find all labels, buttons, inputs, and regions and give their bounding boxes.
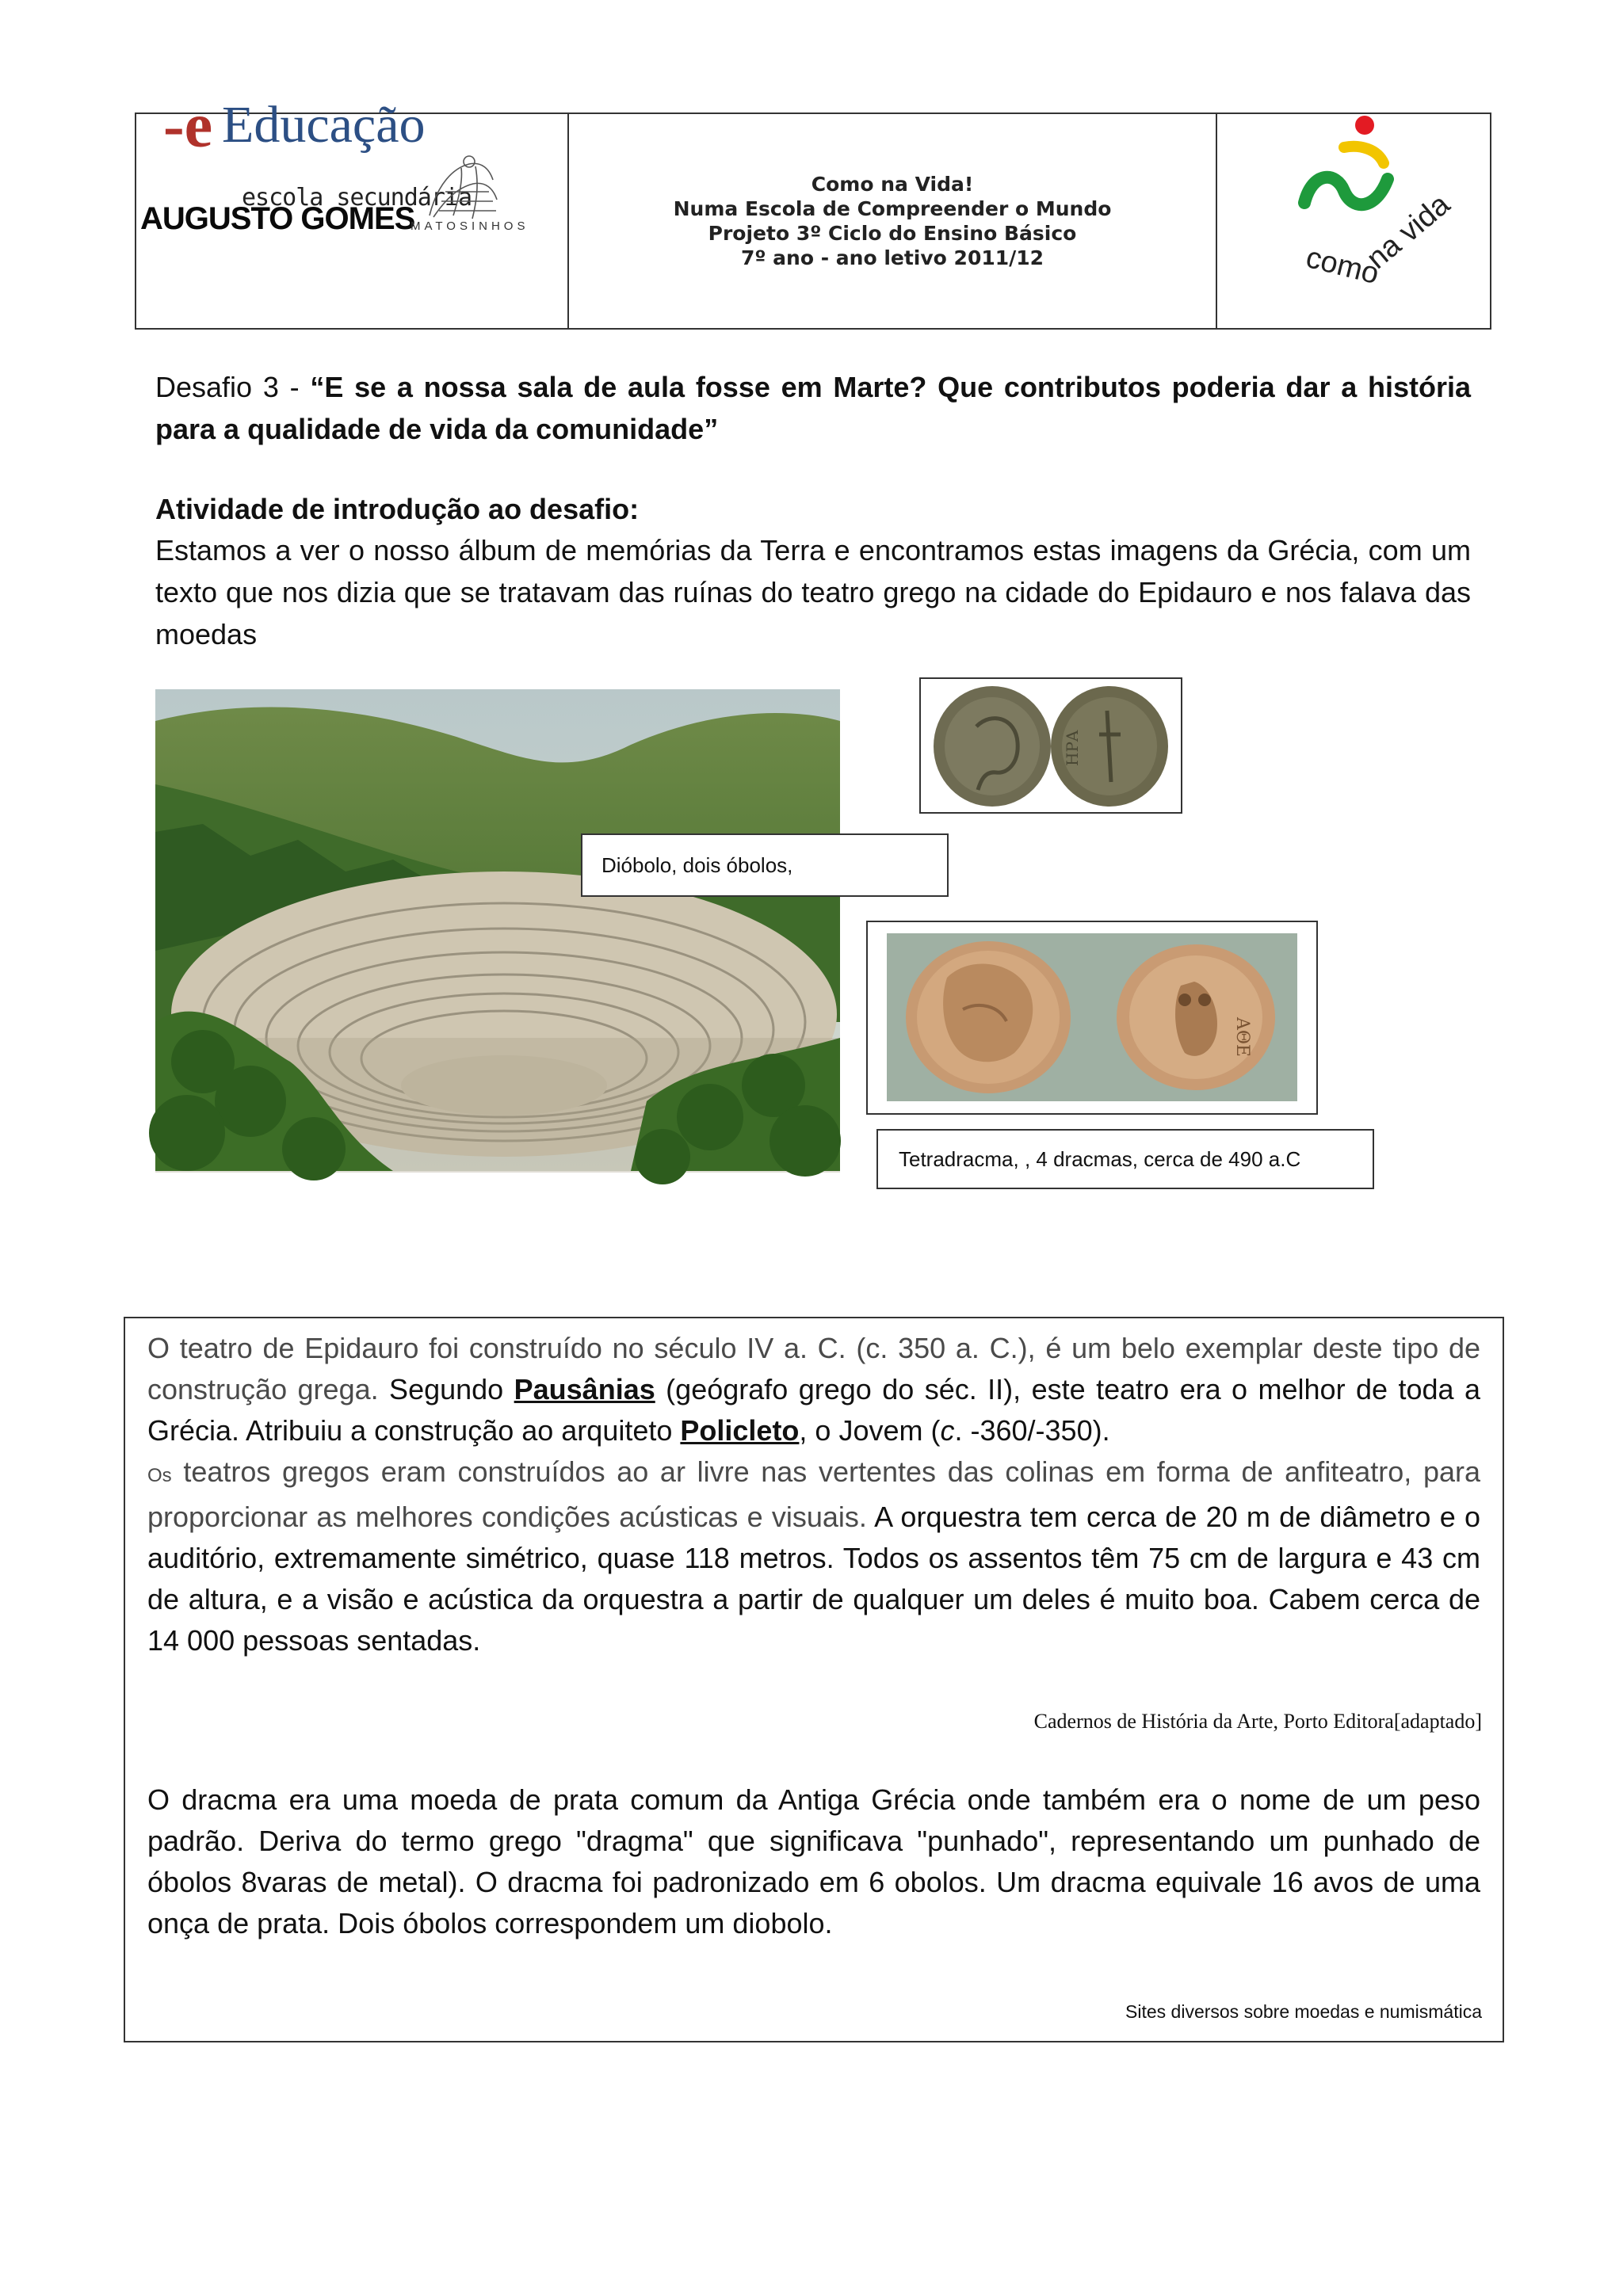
diobolo-coins-image bbox=[919, 677, 1182, 814]
project-line-4: 7º ano - ano letivo 2011/12 bbox=[740, 246, 1044, 269]
orchestra-text: A orquestra tem cerca de 20 m de diâmetro e o auditório, extremamente simétrico, quase 118 metros. Todos os assentos têm 75 cm de largura e 43 cm de altura, e a visão e acústica da orquestra a partir de qualquer um deles é muito boa. Cabem cerca de 14 000 pessoas sentadas. bbox=[147, 1501, 1480, 1657]
theatre-text-pausanias-desc: (geógrafo grego do séc. II), este teatro era o melhor de toda a Grécia. Atribuiu a construção ao arquiteto bbox=[147, 1373, 1480, 1447]
svg-text:ΗΡΑ: ΗΡΑ bbox=[1063, 730, 1082, 766]
logo-escola-text: escola secundária bbox=[242, 184, 472, 212]
challenge-paragraph bbox=[155, 366, 1471, 450]
greek-theatres-text: teatros gregos eram construídos ao ar livre nas vertentes das colinas em forma de anfiteatro, para proporcionar as melhores condições acústicas e visuais. bbox=[147, 1455, 1480, 1533]
tetradracma-coins-graphic bbox=[868, 922, 1316, 1113]
theatre-text-dates: . -360/-350). bbox=[954, 1414, 1110, 1447]
policleto-link[interactable]: Policleto bbox=[680, 1414, 800, 1447]
challenge-prefix: Desafio 3 - bbox=[155, 371, 311, 403]
school-logo-cell bbox=[136, 91, 569, 328]
source-sites: Sites diversos sobre moedas e numismática bbox=[1125, 2001, 1482, 2022]
theatre-text-jovem: , o Jovem ( bbox=[799, 1414, 941, 1447]
project-line-2: Numa Escola de Compreender o Mundo bbox=[673, 197, 1112, 220]
school-figure-icon bbox=[414, 152, 509, 223]
theatre-text-circa: c bbox=[940, 1414, 955, 1447]
activity-heading: Atividade de introdução ao desafio: bbox=[155, 493, 640, 525]
theatre-text-segundo: Segundo bbox=[378, 1373, 514, 1405]
epidaurus-theatre-image bbox=[155, 689, 840, 1171]
diobolo-coins-graphic bbox=[921, 679, 1181, 812]
diobolo-caption: Dióbolo, dois óbolos, bbox=[581, 833, 949, 897]
logo-school-name: AUGUSTO GOMES bbox=[140, 201, 415, 236]
project-line-1: Como na Vida! bbox=[811, 173, 974, 196]
educacao-logo: -e Educação bbox=[163, 91, 426, 161]
project-line-3: Projeto 3º Ciclo do Ensino Básico bbox=[708, 222, 1077, 245]
svg-text:na vida: na vida bbox=[1360, 187, 1457, 276]
project-logo-cell bbox=[1217, 114, 1490, 328]
source-cadernos: Cadernos de História da Arte, Porto Editora[adaptado] bbox=[1033, 1710, 1482, 1733]
svg-text:ΑΘΕ: ΑΘΕ bbox=[1232, 1017, 1252, 1057]
svg-text:como: como bbox=[1302, 240, 1383, 292]
project-info-cell bbox=[569, 114, 1217, 328]
tetradracma-caption: Tetradracma, , 4 dracmas, cerca de 490 a.C bbox=[876, 1129, 1374, 1189]
greek-theatres-paragraph bbox=[147, 1451, 1480, 1661]
info-text-box bbox=[124, 1317, 1504, 2042]
pausanias-link[interactable]: Pausânias bbox=[514, 1373, 655, 1405]
greek-theatres-os: Os bbox=[147, 1465, 172, 1486]
activity-text: Estamos a ver o nosso álbum de memórias da Terra e encontramos estas imagens da Grécia, com um texto que nos dizia que se tratavam das ruínas do teatro grego na cidade do Epidauro e nos falava das moedas bbox=[155, 534, 1471, 650]
tetradracma-coins-image bbox=[866, 921, 1318, 1115]
challenge-title: “E se a nossa sala de aula fosse em Marte? Que contributos poderia dar a história para a qualidade de vida da comunidade” bbox=[155, 371, 1471, 445]
theatre-intro-text: O teatro de Epidauro foi construído no século IV a. C. (c. 350 a. C.), é um belo exemplar deste tipo de construção grega. bbox=[147, 1332, 1480, 1405]
logo-city: MATOSINHOS bbox=[411, 219, 529, 233]
como-na-vida-logo bbox=[1289, 116, 1457, 292]
header-table bbox=[135, 91, 1491, 330]
theatre-paragraph bbox=[147, 1328, 1480, 1451]
drachma-paragraph: O dracma era uma moeda de prata comum da Antiga Grécia onde também era o nome de um peso padrão. Deriva do termo grego "dragma" que significava "punhado", representando um punhado de óbolos 8varas de metal). O dracma foi padronizado em 6 obolos. Um dracma equivale 16 avos de uma onça de prata. Dois óbolos correspondem um diobolo. bbox=[147, 1783, 1480, 1939]
